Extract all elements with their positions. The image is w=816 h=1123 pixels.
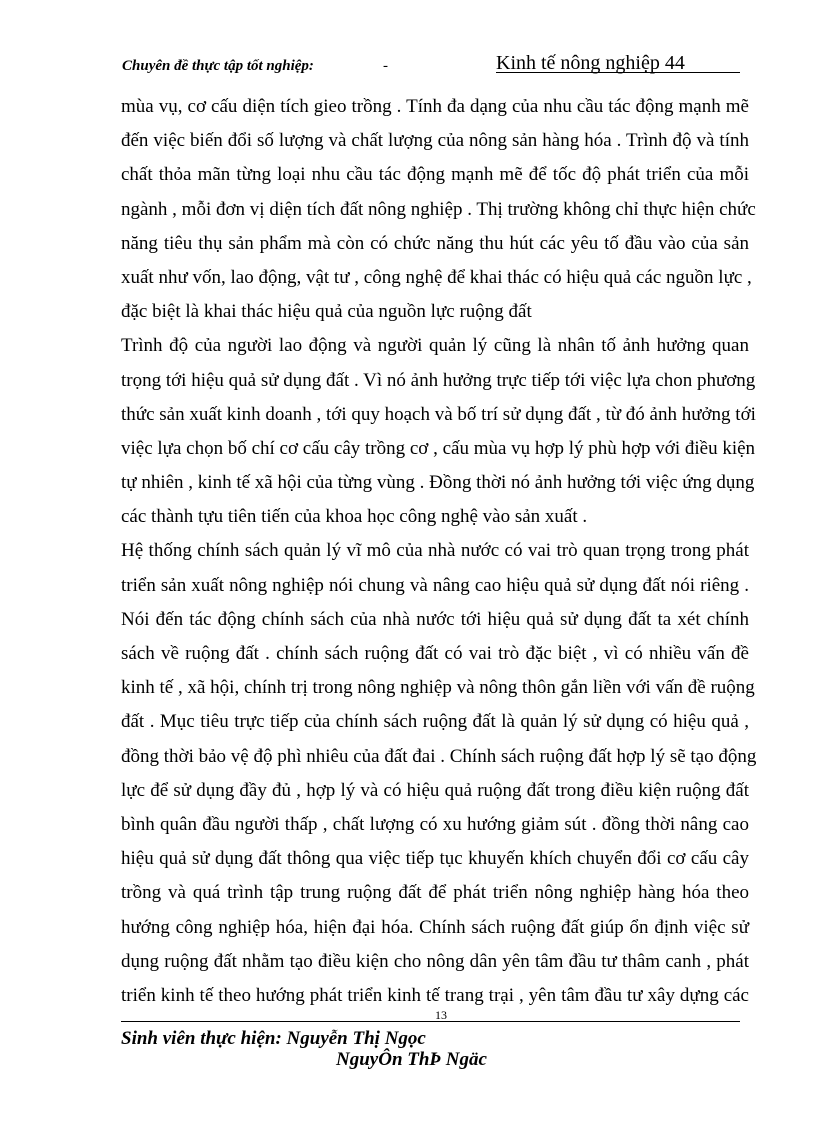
body-line: chất thỏa mãn từng loại nhu cầu tác động mạnh mẽ để tốc độ phát triển của mỗi — [121, 164, 749, 186]
body-line: kinh tế , xã hội, chính trị trong nông nghiệp và nông thôn gắn liền với vấn đề ruộng — [121, 677, 755, 699]
body-line: bình quân đầu người thấp , chất lượng có xu hướng giảm sút . đồng thời nâng cao — [121, 813, 749, 835]
body-line: ngành , mỗi đơn vị diện tích đất nông nghiệp . Thị trường không chỉ thực hiện chức — [121, 198, 756, 220]
body-line: đất . Mục tiêu trực tiếp của chính sách ruộng đất là quản lý sử dụng có hiệu quả , — [121, 711, 749, 733]
body-line: hiệu quả sử dụng đất thông qua việc tiếp tục khuyến khích chuyển đổi cơ cấu cây — [121, 848, 749, 870]
body-line: thức sản xuất kinh doanh , tới quy hoạch và bố trí sử dụng đất , từ đó ảnh hưởng tới — [121, 403, 756, 425]
body-line: các thành tựu tiên tiến của khoa học công nghệ vào sản xuất . — [121, 506, 588, 528]
body-line: đặc biệt là khai thác hiệu quả của nguồn lực ruộng đất — [121, 301, 532, 323]
body-line: triển kinh tế theo hướng phát triển kinh tế trang trại , yên tâm đầu tư xây dựng các — [121, 984, 749, 1006]
body-line: đến việc biến đổi số lượng và chất lượng của nông sản hàng hóa . Trình độ và tính — [121, 130, 749, 152]
footer-student-name: Sinh viên thực hiện: Nguyễn Thị Ngọc — [121, 1028, 426, 1049]
header-separator: - — [383, 58, 388, 74]
page-number: 13 — [435, 1008, 447, 1022]
footer-student-name-legacy: NguyÔn ThÞ Ngäc — [336, 1049, 487, 1070]
body-line: việc lựa chọn bố chí cơ cấu cây trồng cơ , cấu mùa vụ hợp lý phù hợp với điều kiện — [121, 437, 756, 459]
header-thesis-title: Chuyên đề thực tập tốt nghiệp: — [122, 58, 314, 74]
body-line: trồng và quá trình tập trung ruộng đất để phát triển nông nghiệp hàng hóa theo — [121, 882, 749, 904]
body-line: Trình độ của người lao động và người quản lý cũng là nhân tố ảnh hưởng quan — [121, 335, 749, 357]
body-text — [121, 90, 757, 1013]
footer-rule — [121, 1021, 740, 1022]
body-line: Hệ thống chính sách quản lý vĩ mô của nhà nước có vai trò quan trọng trong phát — [121, 540, 749, 562]
body-line: sách về ruộng đất . chính sách ruộng đất có vai trò đặc biệt , vì có nhiều vấn đề — [121, 643, 749, 664]
body-line: triển sản xuất nông nghiệp nói chung và nâng cao hiệu quả sử dụng đất nói riêng . — [121, 574, 749, 596]
body-line: lực để sử dụng đầy đủ , hợp lý và có hiệu quả ruộng đất trong điều kiện ruộng đất — [121, 779, 749, 801]
header-major: Kinh tế nông nghiệp 44 — [496, 52, 685, 74]
body-line: năng tiêu thụ sản phẩm mà còn có chức năng thu hút các yêu tố đầu vào của sản — [121, 232, 749, 254]
body-line: tự nhiên , kinh tế xã hội của từng vùng . Đồng thời nó ảnh hưởng tới việc ứng dụng — [121, 472, 755, 494]
body-line: xuất như vốn, lao động, vật tư , công nghệ để khai thác có hiệu quả các nguồn lực , — [121, 266, 752, 288]
body-line: trọng tới hiệu quả sử dụng đất . Vì nó ảnh hưởng trực tiếp tới việc lựa chon phương — [121, 369, 756, 391]
body-line: hướng công nghiệp hóa, hiện đại hóa. Chính sách ruộng đất giúp ổn định việc sử — [121, 916, 749, 938]
body-line: mùa vụ, cơ cấu diện tích gieo trồng . Tính đa dạng của nhu cầu tác động mạnh mẽ — [121, 96, 749, 117]
body-line: dụng ruộng đất nhằm tạo điều kiện cho nông dân yên tâm đầu tư thâm canh , phát — [121, 950, 749, 972]
body-line: Nói đến tác động chính sách của nhà nước tới hiệu quả sử dụng đất ta xét chính — [121, 608, 749, 630]
header-rule — [496, 72, 740, 73]
body-line: đồng thời bảo vệ độ phì nhiêu của đất đai . Chính sách ruộng đất hợp lý sẽ tạo động — [121, 745, 757, 767]
